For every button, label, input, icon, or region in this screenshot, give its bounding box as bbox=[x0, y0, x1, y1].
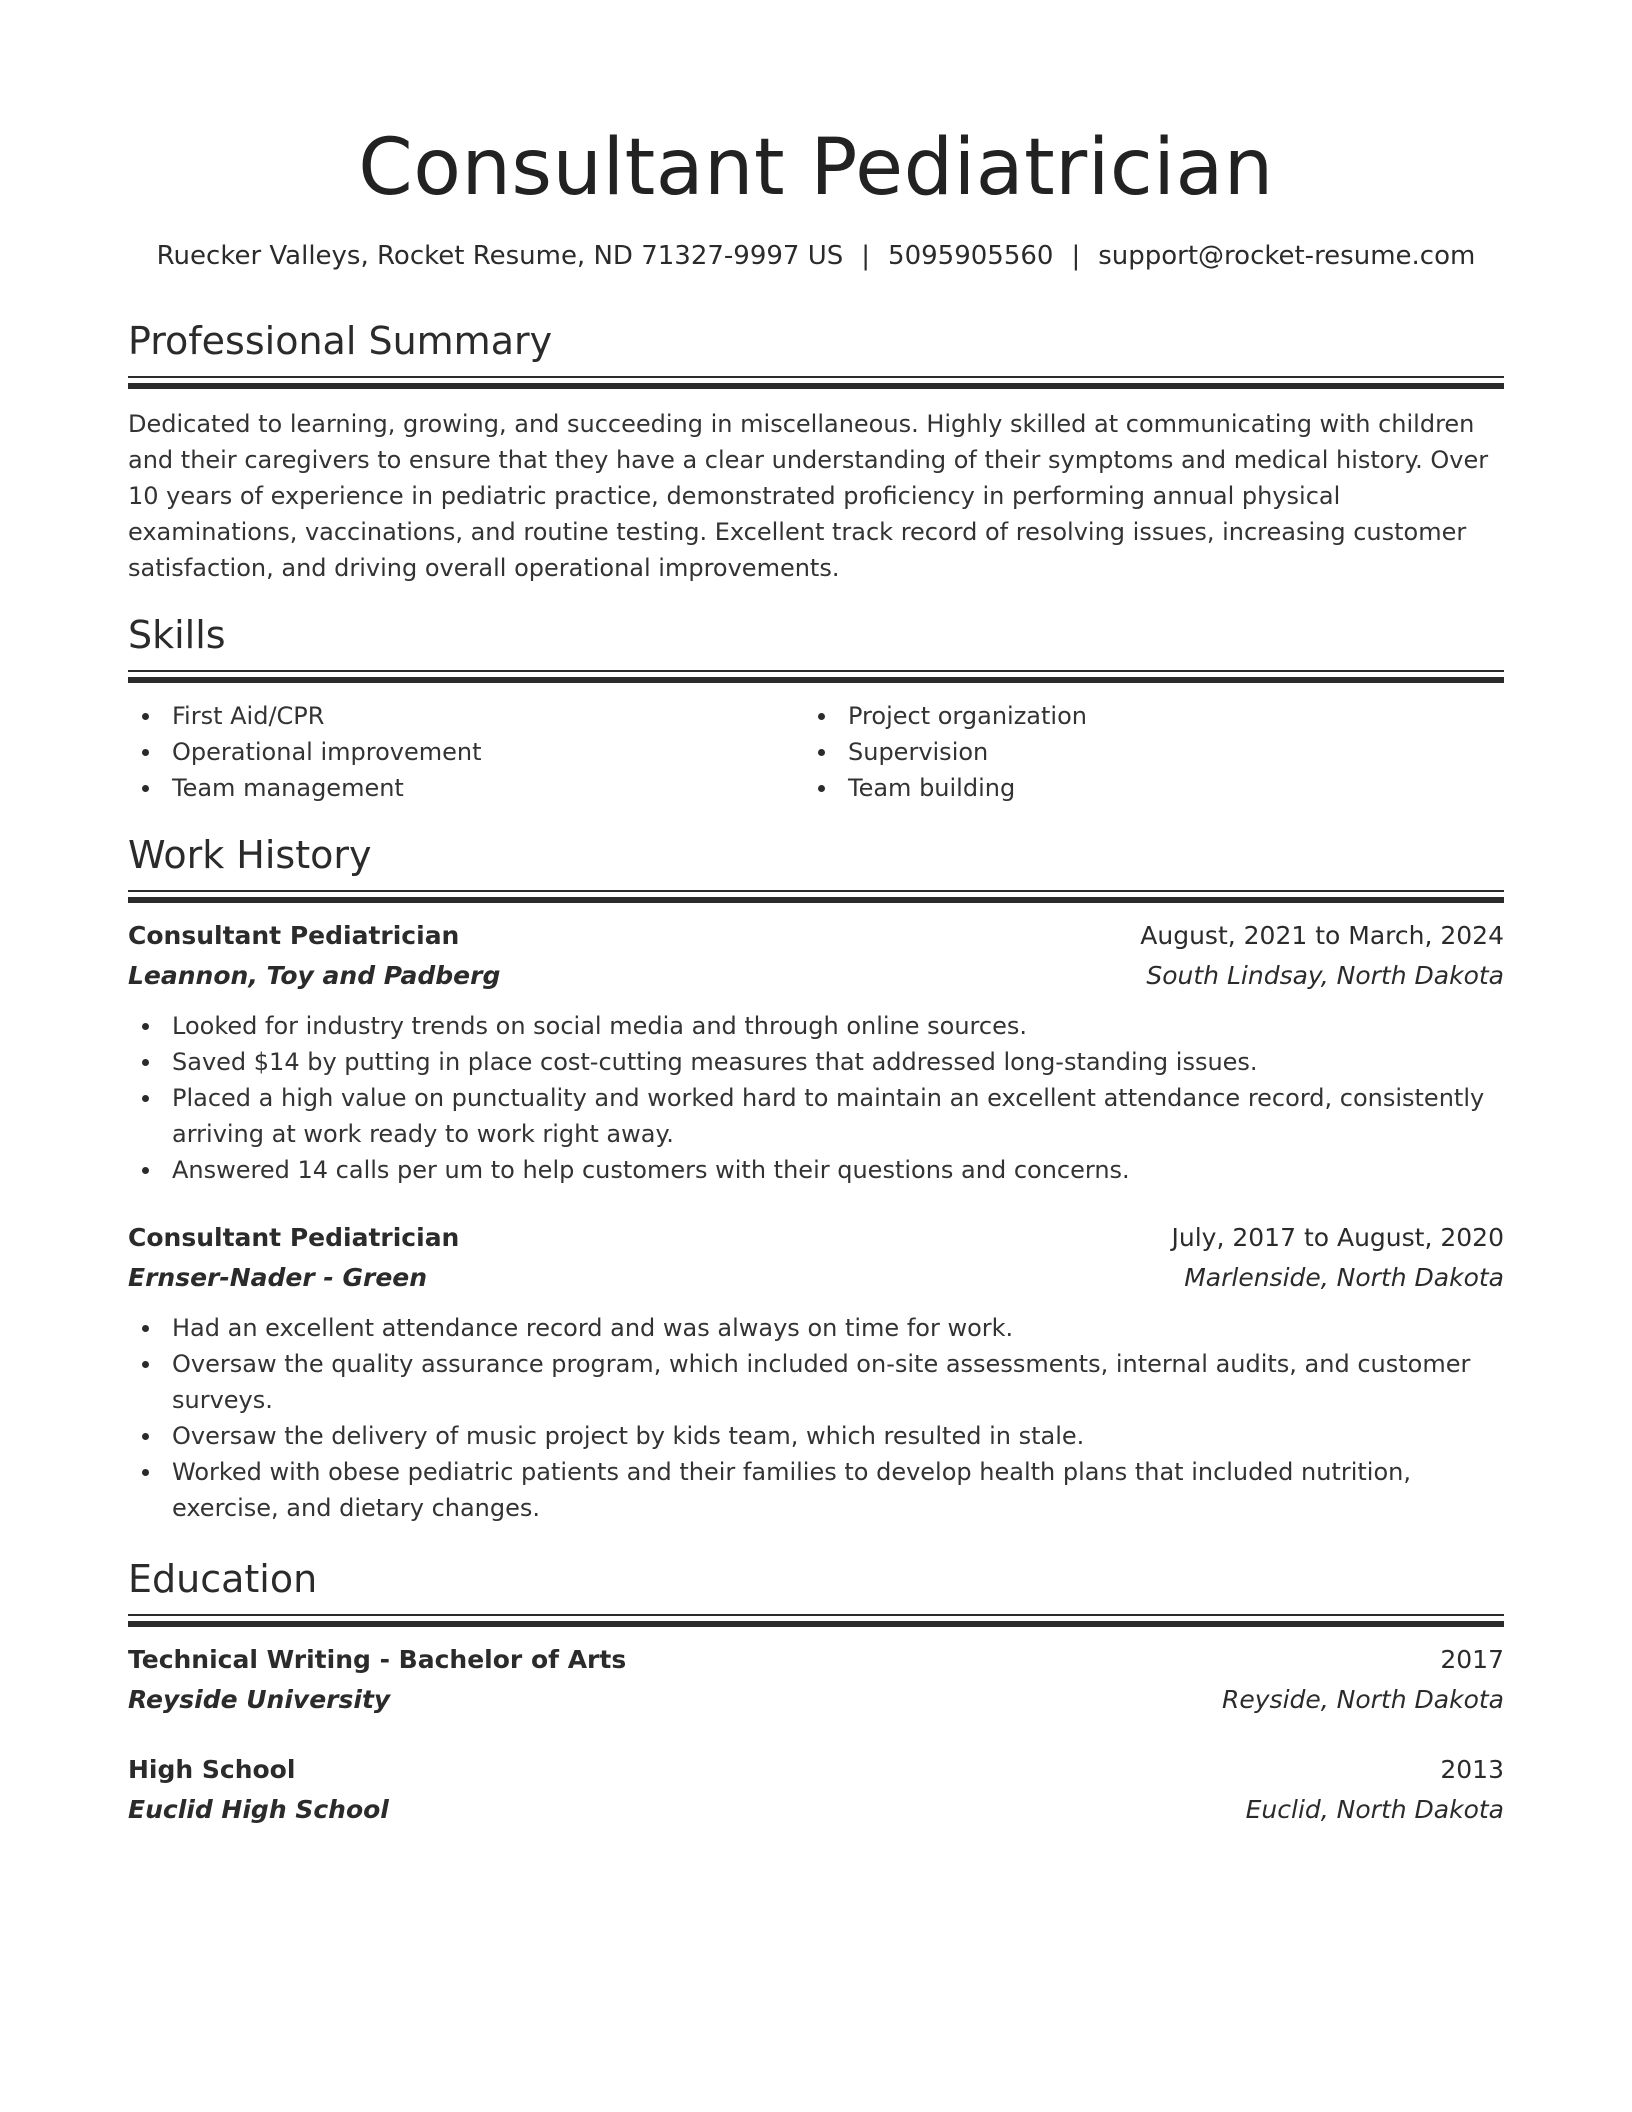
job-location: Marlenside, North Dakota bbox=[1184, 1263, 1504, 1292]
resume-name: Consultant Pediatrician bbox=[358, 123, 1274, 213]
skills-list-left bbox=[128, 698, 804, 806]
job-location: South Lindsay, North Dakota bbox=[1146, 961, 1504, 990]
education-location: Euclid, North Dakota bbox=[1245, 1795, 1504, 1824]
education-section bbox=[128, 1554, 1504, 1830]
skill-item: Project organization bbox=[804, 698, 1480, 734]
education-degree: High School bbox=[128, 1755, 296, 1784]
education-entry bbox=[128, 1750, 1504, 1830]
education-year: 2017 bbox=[1440, 1645, 1504, 1674]
skill-item: Operational improvement bbox=[128, 734, 804, 770]
section-title-skills: Skills bbox=[128, 613, 226, 657]
contact-line bbox=[128, 238, 1504, 274]
job-dates: July, 2017 to August, 2020 bbox=[1171, 1223, 1504, 1252]
job-company: Leannon, Toy and Padberg bbox=[128, 961, 501, 990]
job-bullet: Saved $14 by putting in place cost-cutting measures that addressed long-standing issues. bbox=[128, 1044, 1504, 1080]
summary-section bbox=[128, 316, 1504, 586]
job-company: Ernser-Nader - Green bbox=[128, 1263, 428, 1292]
education-school: Euclid High School bbox=[128, 1795, 389, 1824]
skill-item: Team building bbox=[804, 770, 1480, 806]
job-title: Consultant Pediatrician bbox=[128, 921, 460, 950]
job-bullets bbox=[128, 1008, 1504, 1188]
job-entry bbox=[128, 1218, 1504, 1526]
job-bullet: Answered 14 calls per um to help customers with their questions and concerns. bbox=[128, 1152, 1504, 1188]
job-bullets bbox=[128, 1310, 1504, 1526]
contact-email[interactable]: support@rocket-resume.com bbox=[1098, 241, 1476, 271]
section-title-work-history: Work History bbox=[128, 833, 372, 877]
education-degree: Technical Writing - Bachelor of Arts bbox=[128, 1645, 627, 1674]
skill-item: Team management bbox=[128, 770, 804, 806]
job-bullet: Looked for industry trends on social media and through online sources. bbox=[128, 1008, 1504, 1044]
job-bullet: Oversaw the quality assurance program, which included on-site assessments, internal audits, and customer surveys. bbox=[128, 1346, 1504, 1418]
skill-item: Supervision bbox=[804, 734, 1480, 770]
job-header bbox=[128, 1218, 1504, 1258]
job-subheader bbox=[128, 956, 1504, 996]
education-header bbox=[128, 1750, 1504, 1790]
skills-columns bbox=[128, 698, 1504, 806]
skills-section bbox=[128, 610, 1504, 806]
education-header bbox=[128, 1640, 1504, 1680]
section-title-education: Education bbox=[128, 1557, 318, 1601]
section-divider bbox=[128, 1614, 1504, 1628]
section-divider bbox=[128, 376, 1504, 390]
contact-separator: | bbox=[861, 241, 871, 271]
skills-list-right bbox=[804, 698, 1480, 806]
education-subheader bbox=[128, 1790, 1504, 1830]
job-bullet: Oversaw the delivery of music project by kids team, which resulted in stale. bbox=[128, 1418, 1504, 1454]
job-bullet: Placed a high value on punctuality and worked hard to maintain an excellent attendance record, consistently arriving at work ready to work right away. bbox=[128, 1080, 1504, 1152]
education-subheader bbox=[128, 1680, 1504, 1720]
section-divider bbox=[128, 890, 1504, 904]
education-location: Reyside, North Dakota bbox=[1222, 1685, 1504, 1714]
skill-item: First Aid/CPR bbox=[128, 698, 804, 734]
job-header bbox=[128, 916, 1504, 956]
education-year: 2013 bbox=[1440, 1755, 1504, 1784]
section-divider bbox=[128, 670, 1504, 684]
job-bullet: Had an excellent attendance record and was always on time for work. bbox=[128, 1310, 1504, 1346]
section-title-summary: Professional Summary bbox=[128, 319, 553, 363]
education-entry bbox=[128, 1640, 1504, 1720]
education-school: Reyside University bbox=[128, 1685, 391, 1714]
contact-address: Ruecker Valleys, Rocket Resume, ND 71327-9997 US bbox=[156, 241, 844, 271]
job-entry bbox=[128, 916, 1504, 1188]
job-title: Consultant Pediatrician bbox=[128, 1223, 460, 1252]
job-subheader bbox=[128, 1258, 1504, 1298]
job-dates: August, 2021 to March, 2024 bbox=[1140, 921, 1504, 950]
work-history-section bbox=[128, 830, 1504, 1526]
contact-phone[interactable]: 5095905560 bbox=[888, 241, 1054, 271]
contact-separator: | bbox=[1071, 241, 1081, 271]
summary-text: Dedicated to learning, growing, and succeeding in miscellaneous. Highly skilled at communicating with children and their caregivers to ensure that they have a clear understanding of their symptoms and medical history. Over 10 years of experience in pediatric practice, demonstrated proficiency in performing annual physical examinations, vaccinations, and routine testing. Excellent track record of resolving issues, increasing customer satisfaction, and driving overall operational improvements. bbox=[128, 410, 1489, 582]
job-bullet: Worked with obese pediatric patients and their families to develop health plans that included nutrition, exercise, and dietary changes. bbox=[128, 1454, 1504, 1526]
